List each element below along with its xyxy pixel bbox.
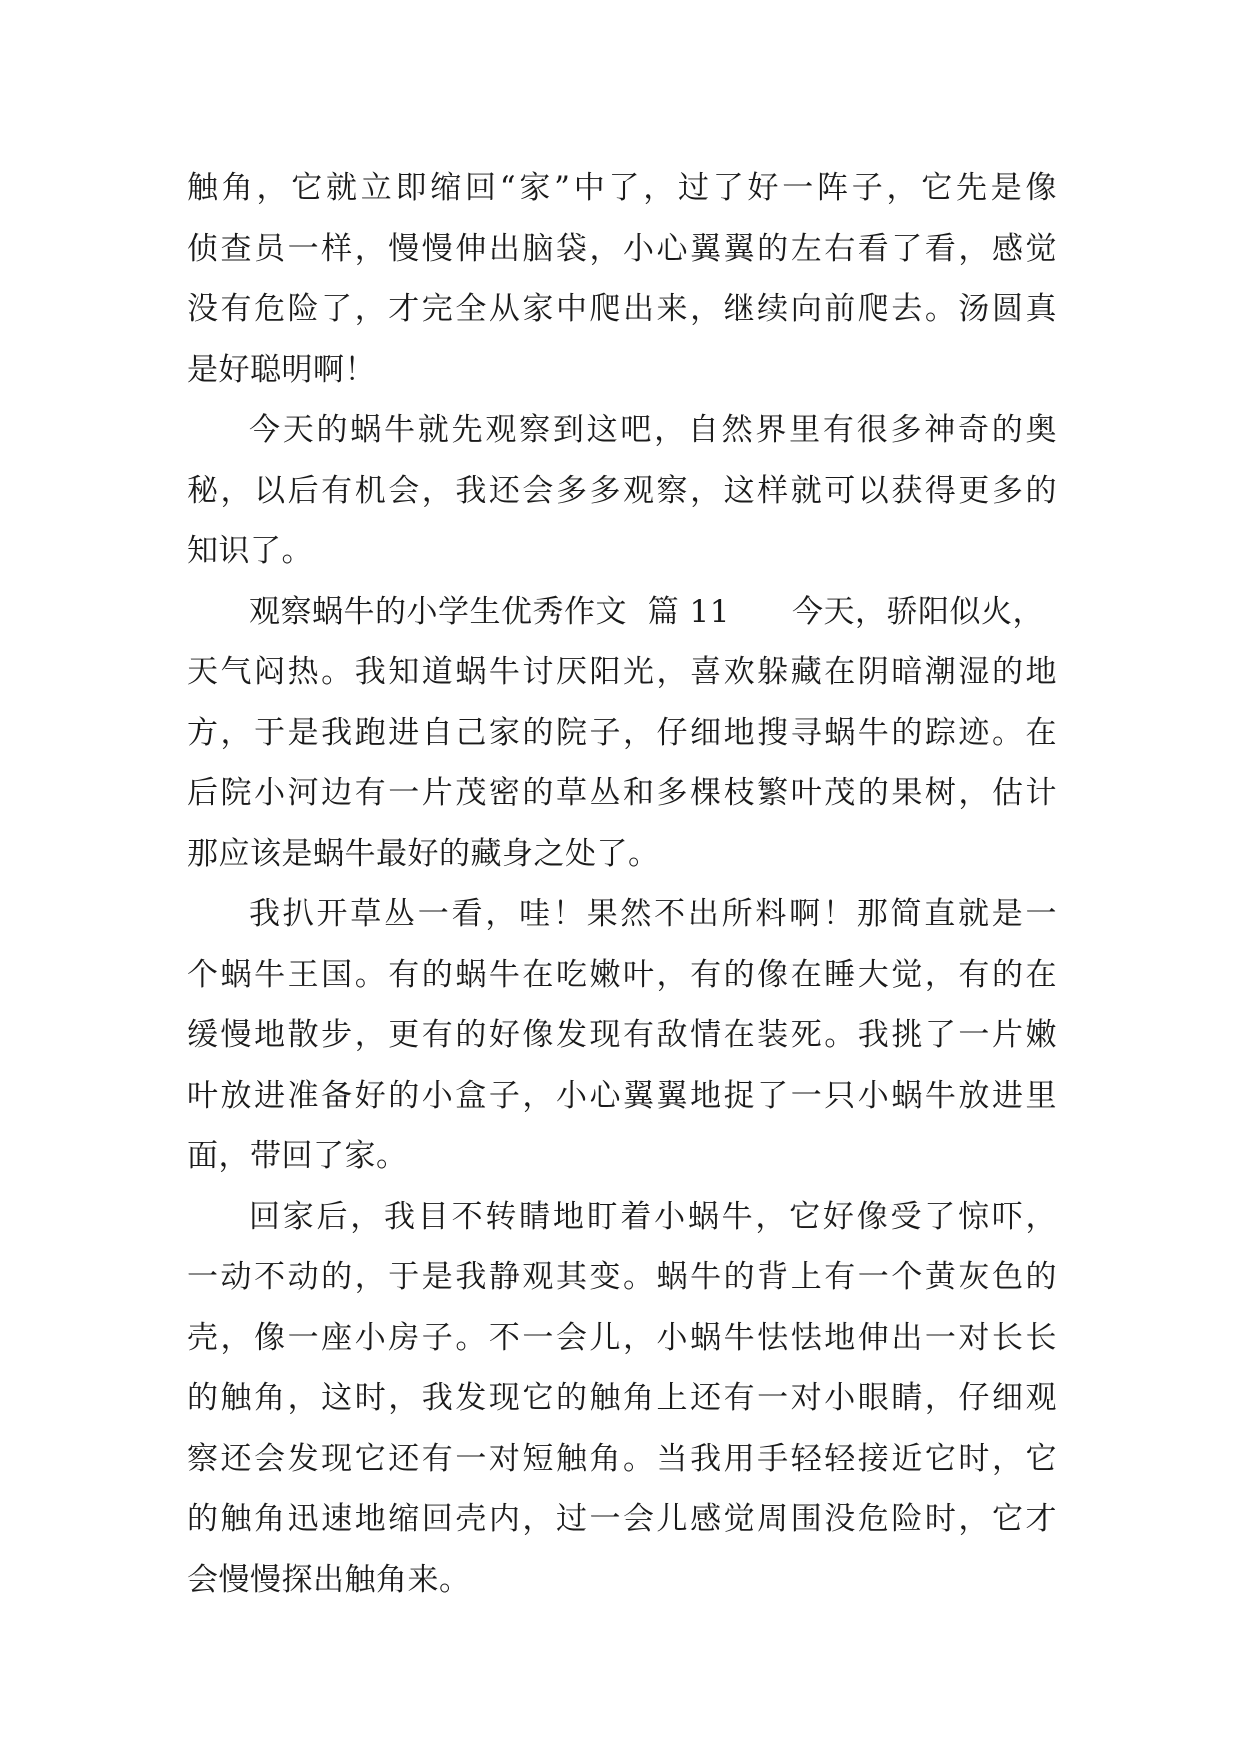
- text-line: 今天的蜗牛就先观察到这吧，自然界里有很多神奇的奥: [249, 412, 1057, 448]
- document-body: [187, 158, 1057, 1610]
- text-line: 察还会发现它还有一对短触角。当我用手轻轻接近它时，它: [187, 1440, 1057, 1477]
- text-line: 秘，以后有机会，我还会多多观察，这样就可以获得更多的: [187, 472, 1057, 509]
- text-line: 那应该是蜗牛最好的藏身之处了。: [187, 835, 660, 872]
- text-line: 知识了。: [187, 533, 313, 569]
- paragraph: [187, 582, 1057, 885]
- section-heading-line: [187, 582, 1057, 643]
- text-line: 会慢慢探出触角来。: [187, 1561, 471, 1598]
- text-line: 天气闷热。我知道蜗牛讨厌阳光，喜欢躲藏在阴暗潮湿的地: [187, 654, 1057, 690]
- text-line: 回家后，我目不转睛地盯着小蜗牛，它好像受了惊吓，: [249, 1198, 1057, 1235]
- section-heading: 观察蜗牛的小学生优秀作文 篇 11: [249, 593, 731, 630]
- heading-tail-text: 今天，骄阳似火，: [792, 593, 1045, 630]
- text-line: 叶放进准备好的小盒子，小心翼翼地捉了一只小蜗牛放进里: [187, 1077, 1057, 1114]
- text-line: 缓慢地散步，更有的好像发现有敌情在装死。我挑了一片嫩: [187, 1017, 1057, 1053]
- text-line: 是好聪明啊！: [187, 351, 376, 388]
- text-line: 没有危险了，才完全从家中爬出来，继续向前爬去。汤圆真: [187, 291, 1057, 327]
- text-line: 的触角迅速地缩回壳内，过一会儿感觉周围没危险时，它才: [187, 1501, 1057, 1537]
- paragraph: [187, 400, 1057, 582]
- text-line: 触角，它就立即缩回“家”中了，过了好一阵子，它先是像: [187, 170, 1057, 206]
- paragraph: [187, 158, 1057, 400]
- paragraph: [187, 1187, 1057, 1611]
- text-line: 侦查员一样，慢慢伸出脑袋，小心翼翼的左右看了看，感觉: [187, 230, 1057, 267]
- paragraph: [187, 884, 1057, 1187]
- text-line: 方，于是我跑进自己家的院子，仔细地搜寻蜗牛的踪迹。在: [187, 714, 1057, 751]
- text-line: 我扒开草丛一看，哇！果然不出所料啊！那简直就是一: [249, 896, 1057, 932]
- text-line: 后院小河边有一片茂密的草丛和多棵枝繁叶茂的果树，估计: [187, 775, 1057, 811]
- text-line: 面，带回了家。: [187, 1138, 408, 1174]
- text-line: 的触角，这时，我发现它的触角上还有一对小眼睛，仔细观: [187, 1380, 1057, 1416]
- text-line: 一动不动的，于是我静观其变。蜗牛的背上有一个黄灰色的: [187, 1259, 1057, 1295]
- text-line: 个蜗牛王国。有的蜗牛在吃嫩叶，有的像在睡大觉，有的在: [187, 956, 1057, 993]
- text-line: 壳，像一座小房子。不一会儿，小蜗牛怯怯地伸出一对长长: [187, 1319, 1057, 1356]
